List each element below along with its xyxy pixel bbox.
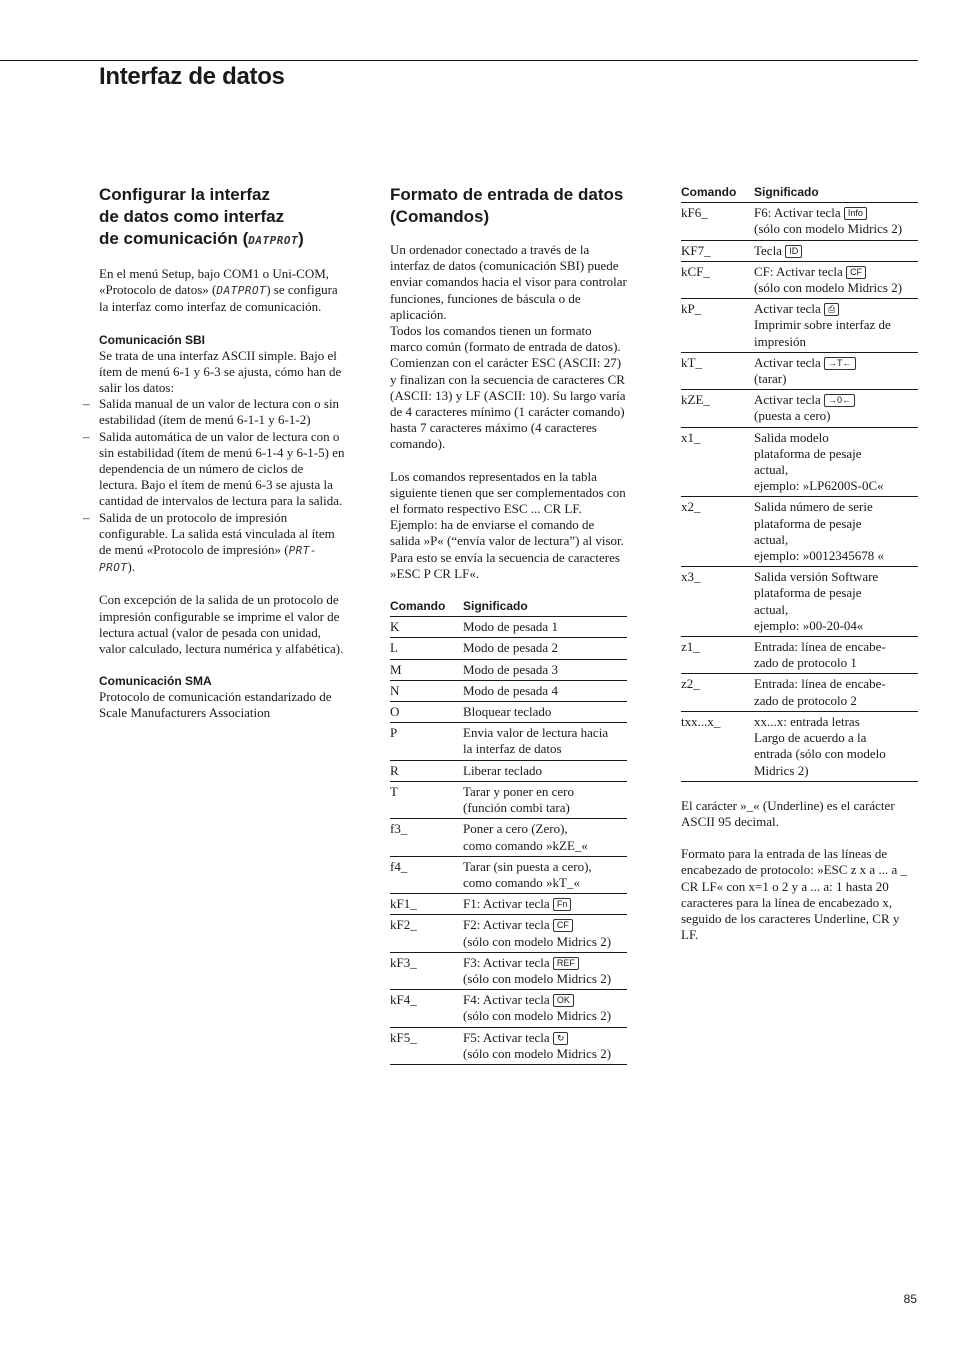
- column-header-meaning: Significado: [463, 598, 627, 617]
- column-header-command: Comando: [681, 184, 754, 203]
- meaning-line: Modo de pesada 1: [463, 619, 558, 635]
- table-row: [681, 390, 918, 427]
- table-row: [681, 299, 918, 353]
- command-table-2: [681, 184, 918, 782]
- key-icon: OK: [553, 994, 574, 1007]
- meaning-line: plataforma de pesaje: [754, 445, 862, 461]
- key-icon: Info: [844, 207, 867, 220]
- meaning-line: (sólo con modelo Midrics 2): [463, 970, 612, 986]
- command-cell: kZE_: [681, 390, 754, 427]
- table-header-row: [681, 184, 918, 203]
- command-cell: K: [390, 617, 463, 638]
- table-row: [681, 497, 918, 567]
- table-row: [390, 952, 627, 989]
- meaning-line: Imprimir sobre interfaz de: [754, 317, 891, 333]
- meaning-cell: [754, 497, 918, 567]
- meaning-line: xx...x: entrada letras: [754, 713, 860, 729]
- table-row: [390, 760, 627, 781]
- list-item: – Salida manual de un valor de lectura con o sin estabilidad (ítem de menú 6-1-1 y 6-1-2): [99, 396, 345, 428]
- sbi-list: [99, 396, 345, 576]
- command-cell: M: [390, 659, 463, 680]
- header-rule: [0, 60, 918, 61]
- table-row: [681, 261, 918, 298]
- meaning-line: F3: Activar tecla: [463, 954, 553, 970]
- meaning-line: Activar tecla: [754, 354, 825, 370]
- meaning-cell: [463, 894, 627, 915]
- table-row: [390, 1027, 627, 1064]
- meaning-line: Tarar (sin puesta a cero),: [463, 858, 592, 874]
- sbi-title: Comunicación SBI: [99, 332, 206, 347]
- meaning-cell: [463, 819, 627, 856]
- table-row: [681, 567, 918, 637]
- column-header-meaning: Significado: [754, 184, 918, 203]
- command-cell: N: [390, 680, 463, 701]
- table-row: [390, 617, 627, 638]
- command-cell: R: [390, 760, 463, 781]
- meaning-cell: [463, 915, 627, 952]
- list-item: – Salida automática de un valor de lectura con o sin estabilidad (ítem de menú 6-1-4 y 6-1-5) en dependencia de un número de ciclos de lectura. Bajo el ítem de menú 6-3 se ajusta la cantidad de intervalos de lectura para la salida.: [99, 429, 345, 510]
- command-cell: kF2_: [390, 915, 463, 952]
- paragraph: Un ordenador conectado a través de la interfaz de datos (comunicación SBI) puede enviar comandos hacia el visor para controlar funciones, funciones de báscula o de aplicación.: [390, 242, 627, 322]
- table-row: [681, 203, 918, 240]
- meaning-line: (sólo con modelo Midrics 2): [754, 221, 903, 237]
- meaning-line: actual,: [754, 601, 789, 617]
- sma-text: Protocolo de comunicación estandarizado de Scale Manufacturers Association: [99, 689, 332, 721]
- meaning-cell: [463, 760, 627, 781]
- command-cell: kT_: [681, 352, 754, 389]
- meaning-line: plataforma de pesaje: [754, 585, 862, 601]
- intro-paragraph: En el menú Setup, bajo COM1 o Uni-COM, «Protocolo de datos» (DATPROT) se configura la interfaz como interfaz de comunicación.: [99, 266, 338, 315]
- table-row: [681, 637, 918, 674]
- meaning-line: Modo de pesada 4: [463, 682, 558, 698]
- meaning-line: (función combi tara): [463, 800, 570, 816]
- meaning-cell: [754, 567, 918, 637]
- meaning-cell: [754, 674, 918, 711]
- lcd-text: DATPROT: [216, 284, 267, 298]
- lcd-text: DATPROT: [248, 234, 299, 247]
- command-cell: T: [390, 781, 463, 818]
- meaning-cell: [463, 952, 627, 989]
- command-cell: kP_: [681, 299, 754, 353]
- meaning-line: la interfaz de datos: [463, 741, 562, 757]
- meaning-line: Midrics 2): [754, 762, 809, 778]
- key-icon: REF: [553, 957, 579, 970]
- meaning-cell: [463, 702, 627, 723]
- meaning-line: Activar tecla: [754, 301, 825, 317]
- meaning-line: F1: Activar tecla: [463, 896, 553, 912]
- meaning-cell: [754, 261, 918, 298]
- meaning-line: ejemplo: »LP6200S-0C«: [754, 478, 884, 494]
- command-cell: kF3_: [390, 952, 463, 989]
- meaning-line: Poner a cero (Zero),: [463, 821, 568, 837]
- meaning-line: plataforma de pesaje: [754, 515, 862, 531]
- meaning-line: F2: Activar tecla: [463, 917, 553, 933]
- table-row: [390, 680, 627, 701]
- section-heading-input-format: Formato de entrada de datos (Comandos): [390, 185, 624, 226]
- section-heading-configure: Configurar la interfaz de datos como interfaz de comunicación (DATPROT): [99, 185, 304, 248]
- meaning-line: Salida número de serie: [754, 499, 873, 515]
- table-row: [390, 990, 627, 1027]
- meaning-line: (puesta a cero): [754, 408, 831, 424]
- meaning-line: Bloquear teclado: [463, 704, 552, 720]
- page-title: Interfaz de datos: [99, 63, 285, 90]
- meaning-cell: [463, 781, 627, 818]
- meaning-cell: [754, 427, 918, 497]
- meaning-cell: [463, 638, 627, 659]
- meaning-line: Tecla: [754, 242, 786, 258]
- meaning-line: F6: Activar tecla: [754, 205, 844, 221]
- meaning-cell: [754, 203, 918, 240]
- table-row: [390, 819, 627, 856]
- meaning-line: zado de protocolo 1: [754, 655, 857, 671]
- column-left: [99, 184, 345, 722]
- command-cell: kF4_: [390, 990, 463, 1027]
- command-cell: kF5_: [390, 1027, 463, 1064]
- exception-paragraph: Con excepción de la salida de un protocolo de impresión configurable se imprime el valor de lectura actual (valor de pesada con unidad, valor calculado, lectura numérica y alfabética).: [99, 592, 344, 657]
- lcd-text: PRT-PROT: [99, 544, 318, 575]
- command-table-1: [390, 598, 627, 1065]
- key-icon: Fn: [553, 898, 572, 911]
- table-header-row: [390, 598, 627, 617]
- meaning-line: Modo de pesada 2: [463, 640, 558, 656]
- command-cell: kF1_: [390, 894, 463, 915]
- key-icon: →T←: [824, 357, 856, 370]
- key-icon: →0←: [824, 394, 855, 407]
- table-row: [390, 915, 627, 952]
- page-number: 85: [903, 1292, 917, 1306]
- command-cell: L: [390, 638, 463, 659]
- sma-title: Comunicación SMA: [99, 674, 212, 689]
- meaning-cell: [754, 637, 918, 674]
- meaning-line: CF: Activar tecla: [754, 263, 847, 279]
- table-row: [390, 894, 627, 915]
- command-cell: kF6_: [681, 203, 754, 240]
- command-cell: f3_: [390, 819, 463, 856]
- paragraph: Los comandos representados en la tabla siguiente tienen que ser complementados con el formato respectivo ESC ... CR LF.: [390, 468, 626, 517]
- key-icon: ↻: [553, 1032, 569, 1045]
- meaning-line: Salida versión Software: [754, 569, 879, 585]
- meaning-cell: [463, 617, 627, 638]
- meaning-cell: [754, 390, 918, 427]
- meaning-cell: [754, 711, 918, 781]
- table-row: [390, 702, 627, 723]
- meaning-line: F4: Activar tecla: [463, 992, 553, 1008]
- column-right: [681, 184, 918, 943]
- paragraph: Ejemplo: ha de enviarse el comando de salida »P« (“envía valor de lectura”) al visor. Para esto se envía la secuencia de caracteres »ESC P CR LF«.: [390, 517, 624, 581]
- table-row: [390, 856, 627, 893]
- meaning-line: Entrada: línea de encabe-: [754, 676, 886, 692]
- meaning-line: actual,: [754, 531, 789, 547]
- meaning-cell: [463, 856, 627, 893]
- meaning-cell: [463, 659, 627, 680]
- meaning-line: ejemplo: »00-20-04«: [754, 617, 864, 633]
- meaning-line: impresión: [754, 333, 806, 349]
- key-icon: CF: [846, 266, 866, 279]
- header-format-note: Formato para la entrada de las líneas de encabezado de protocolo: »ESC z x a ... a _ CR LF« con x=1 o 2 y a ... a: 1 hasta 20 caracteres para la línea de encabezado x, seguido de los caracteres Underline, CR y LF.: [681, 846, 907, 943]
- command-cell: x1_: [681, 427, 754, 497]
- command-cell: txx...x_: [681, 711, 754, 781]
- command-cell: z1_: [681, 637, 754, 674]
- meaning-line: Modo de pesada 3: [463, 661, 558, 677]
- command-cell: P: [390, 723, 463, 760]
- table-row: [681, 427, 918, 497]
- command-cell: f4_: [390, 856, 463, 893]
- sbi-text: Se trata de una interfaz ASCII simple. Bajo el ítem de menú 6-1 y 6-3 se ajusta, cómo han de salir los datos:: [99, 347, 342, 396]
- table-row: [681, 711, 918, 781]
- meaning-line: como comando »kZE_«: [463, 837, 588, 853]
- column-middle: [390, 184, 627, 1065]
- meaning-cell: [463, 990, 627, 1027]
- meaning-cell: [463, 680, 627, 701]
- meaning-line: Liberar teclado: [463, 762, 543, 778]
- table-row: [390, 723, 627, 760]
- command-cell: x2_: [681, 497, 754, 567]
- list-item: – Salida de un protocolo de impresión configurable. La salida está vinculada al ítem de menú «Protocolo de impresión» (PRT-PROT).: [99, 510, 345, 577]
- meaning-line: Envia valor de lectura hacia: [463, 725, 609, 741]
- command-cell: kCF_: [681, 261, 754, 298]
- meaning-line: como comando »kT_«: [463, 874, 580, 890]
- meaning-cell: [754, 352, 918, 389]
- key-icon: ⎙: [824, 303, 839, 316]
- paragraph: Todos los comandos tienen un formato marco común (formato de entrada de datos). Comienzan con el carácter ESC (ASCII: 27) y finalizan con la secuencia de caracteres CR (ASCII: 13) y LF (ASCII: 10). Su largo varía de 4 caracteres mínimo (1 carácter comando) hasta 7 caracteres máximo (4 caracteres comando).: [390, 323, 626, 452]
- table-row: [390, 659, 627, 680]
- meaning-line: (sólo con modelo Midrics 2): [463, 1045, 612, 1061]
- meaning-line: Entrada: línea de encabe-: [754, 639, 886, 655]
- meaning-line: Tarar y poner en cero: [463, 783, 574, 799]
- meaning-cell: [754, 299, 918, 353]
- table-row: [681, 240, 918, 261]
- meaning-line: zado de protocolo 2: [754, 692, 857, 708]
- meaning-line: F5: Activar tecla: [463, 1029, 553, 1045]
- key-icon: CF: [553, 919, 573, 932]
- meaning-line: Largo de acuerdo a la: [754, 730, 867, 746]
- command-cell: z2_: [681, 674, 754, 711]
- meaning-cell: [463, 1027, 627, 1064]
- meaning-line: ejemplo: »0012345678 «: [754, 548, 884, 564]
- underline-note: El carácter »_« (Underline) es el carácter ASCII 95 decimal.: [681, 797, 895, 829]
- meaning-line: Activar tecla: [754, 392, 825, 408]
- table-row: [390, 781, 627, 818]
- meaning-cell: [463, 723, 627, 760]
- command-cell: O: [390, 702, 463, 723]
- meaning-line: (tarar): [754, 371, 787, 387]
- meaning-line: (sólo con modelo Midrics 2): [463, 933, 612, 949]
- command-cell: x3_: [681, 567, 754, 637]
- table-row: [390, 638, 627, 659]
- command-cell: KF7_: [681, 240, 754, 261]
- table-row: [681, 352, 918, 389]
- meaning-line: entrada (sólo con modelo: [754, 746, 886, 762]
- meaning-line: (sólo con modelo Midrics 2): [463, 1008, 612, 1024]
- meaning-line: (sólo con modelo Midrics 2): [754, 280, 903, 296]
- column-header-command: Comando: [390, 598, 463, 617]
- key-icon: ID: [785, 245, 802, 258]
- meaning-line: Salida modelo: [754, 429, 829, 445]
- meaning-cell: [754, 240, 918, 261]
- table-row: [681, 674, 918, 711]
- meaning-line: actual,: [754, 462, 789, 478]
